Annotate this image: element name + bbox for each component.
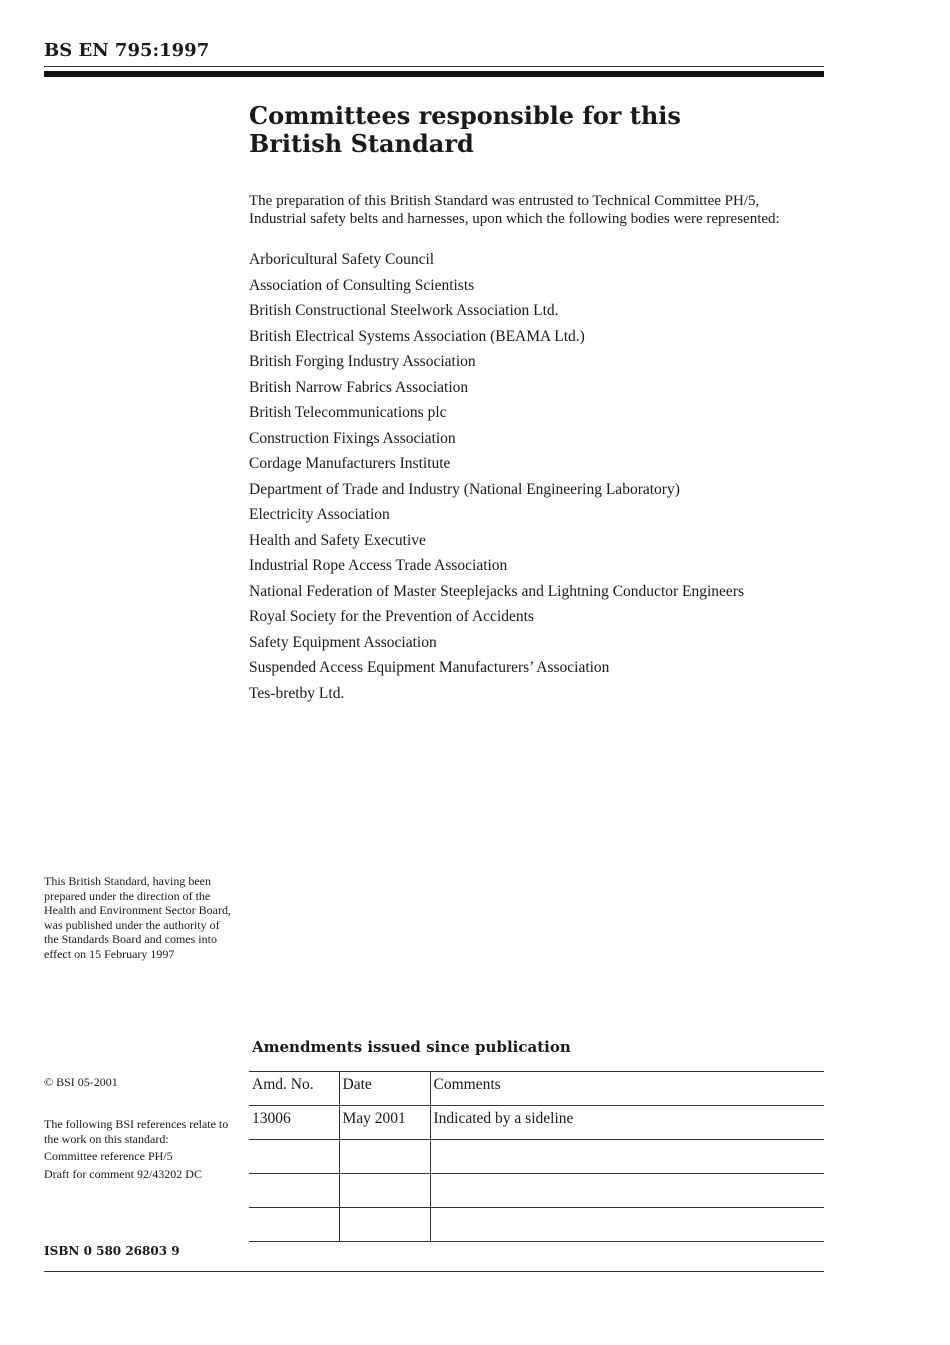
title-line-1: Committees responsible for this: [249, 101, 681, 130]
list-item: Cordage Manufacturers Institute: [249, 455, 451, 472]
table-row: [249, 1208, 824, 1242]
list-item: Safety Equipment Association: [249, 633, 437, 651]
comments-cell: [430, 1208, 824, 1242]
amendments-table: [249, 1071, 824, 1242]
column-header-comments: Comments: [430, 1072, 824, 1106]
amd-no-cell: [249, 1140, 339, 1174]
comments-cell: [430, 1174, 824, 1208]
list-item: Tes-bretby Ltd.: [249, 684, 345, 702]
draft-reference: Draft for comment 92/43202 DC: [44, 1166, 202, 1181]
date-cell: [339, 1174, 430, 1208]
list-item: National Federation of Master Steeplejacks and Lightning Conductor Engineers: [249, 582, 745, 600]
list-item: Association of Consulting Scientists: [249, 276, 475, 294]
amd-no-cell: [249, 1208, 339, 1242]
member-list: [249, 251, 809, 710]
list-item: Industrial Rope Access Trade Association: [249, 557, 508, 574]
table-header-row: [249, 1072, 824, 1106]
list-item: Department of Trade and Industry (National Engineering Laboratory): [249, 480, 680, 498]
table-row: [249, 1174, 824, 1208]
comments-cell: [430, 1140, 824, 1174]
intro-paragraph: The preparation of this British Standard was entrusted to Technical Committee PH/5, Industrial safety belts and harnesses, upon which the following bodies were represented:: [249, 193, 780, 227]
table-row: [249, 1140, 824, 1174]
isbn: ISBN 0 580 26803 9: [44, 1244, 180, 1258]
page-title: [249, 102, 809, 158]
comments-cell: Indicated by a sideline: [430, 1106, 824, 1140]
amendments-heading: Amendments issued since publication: [252, 1038, 571, 1056]
list-item: British Forging Industry Association: [249, 353, 476, 370]
list-item: Suspended Access Equipment Manufacturers’ Association: [249, 659, 610, 676]
list-item: British Constructional Steelwork Association Ltd.: [249, 302, 559, 319]
title-line-2: British Standard: [249, 129, 474, 158]
header-rule-thick: [44, 71, 824, 77]
date-cell: [339, 1140, 430, 1174]
list-item: Electricity Association: [249, 506, 390, 523]
amd-no-cell: 13006: [249, 1106, 339, 1140]
list-item: Construction Fixings Association: [249, 429, 456, 447]
list-item: British Narrow Fabrics Association: [249, 378, 469, 396]
column-header-date: Date: [339, 1072, 430, 1106]
document-code: BS EN 795:1997: [44, 40, 210, 61]
date-cell: [339, 1208, 430, 1242]
footer-rule: [44, 1271, 824, 1272]
bsi-references: [44, 1117, 239, 1184]
committee-reference: Committee reference PH/5: [44, 1149, 173, 1163]
list-item: Royal Society for the Prevention of Accidents: [249, 608, 534, 625]
amd-no-cell: [249, 1174, 339, 1208]
column-header-amd-no: Amd. No.: [249, 1072, 339, 1106]
publication-note: This British Standard, having been prepared under the direction of the Health and Environment Sector Board, was published under the authority of the Standards Board and comes into effect on 15 February 1997: [44, 874, 231, 961]
date-cell: May 2001: [339, 1106, 430, 1140]
list-item: British Telecommunications plc: [249, 404, 447, 421]
table-row: [249, 1106, 824, 1140]
copyright-notice: © BSI 05-2001: [44, 1075, 118, 1089]
references-intro: The following BSI references relate to the work on this standard:: [44, 1117, 229, 1146]
list-item: British Electrical Systems Association (BEAMA Ltd.): [249, 327, 585, 345]
list-item: Health and Safety Executive: [249, 531, 426, 549]
header-rule-thin: [44, 66, 824, 67]
list-item: Arboricultural Safety Council: [249, 251, 435, 268]
